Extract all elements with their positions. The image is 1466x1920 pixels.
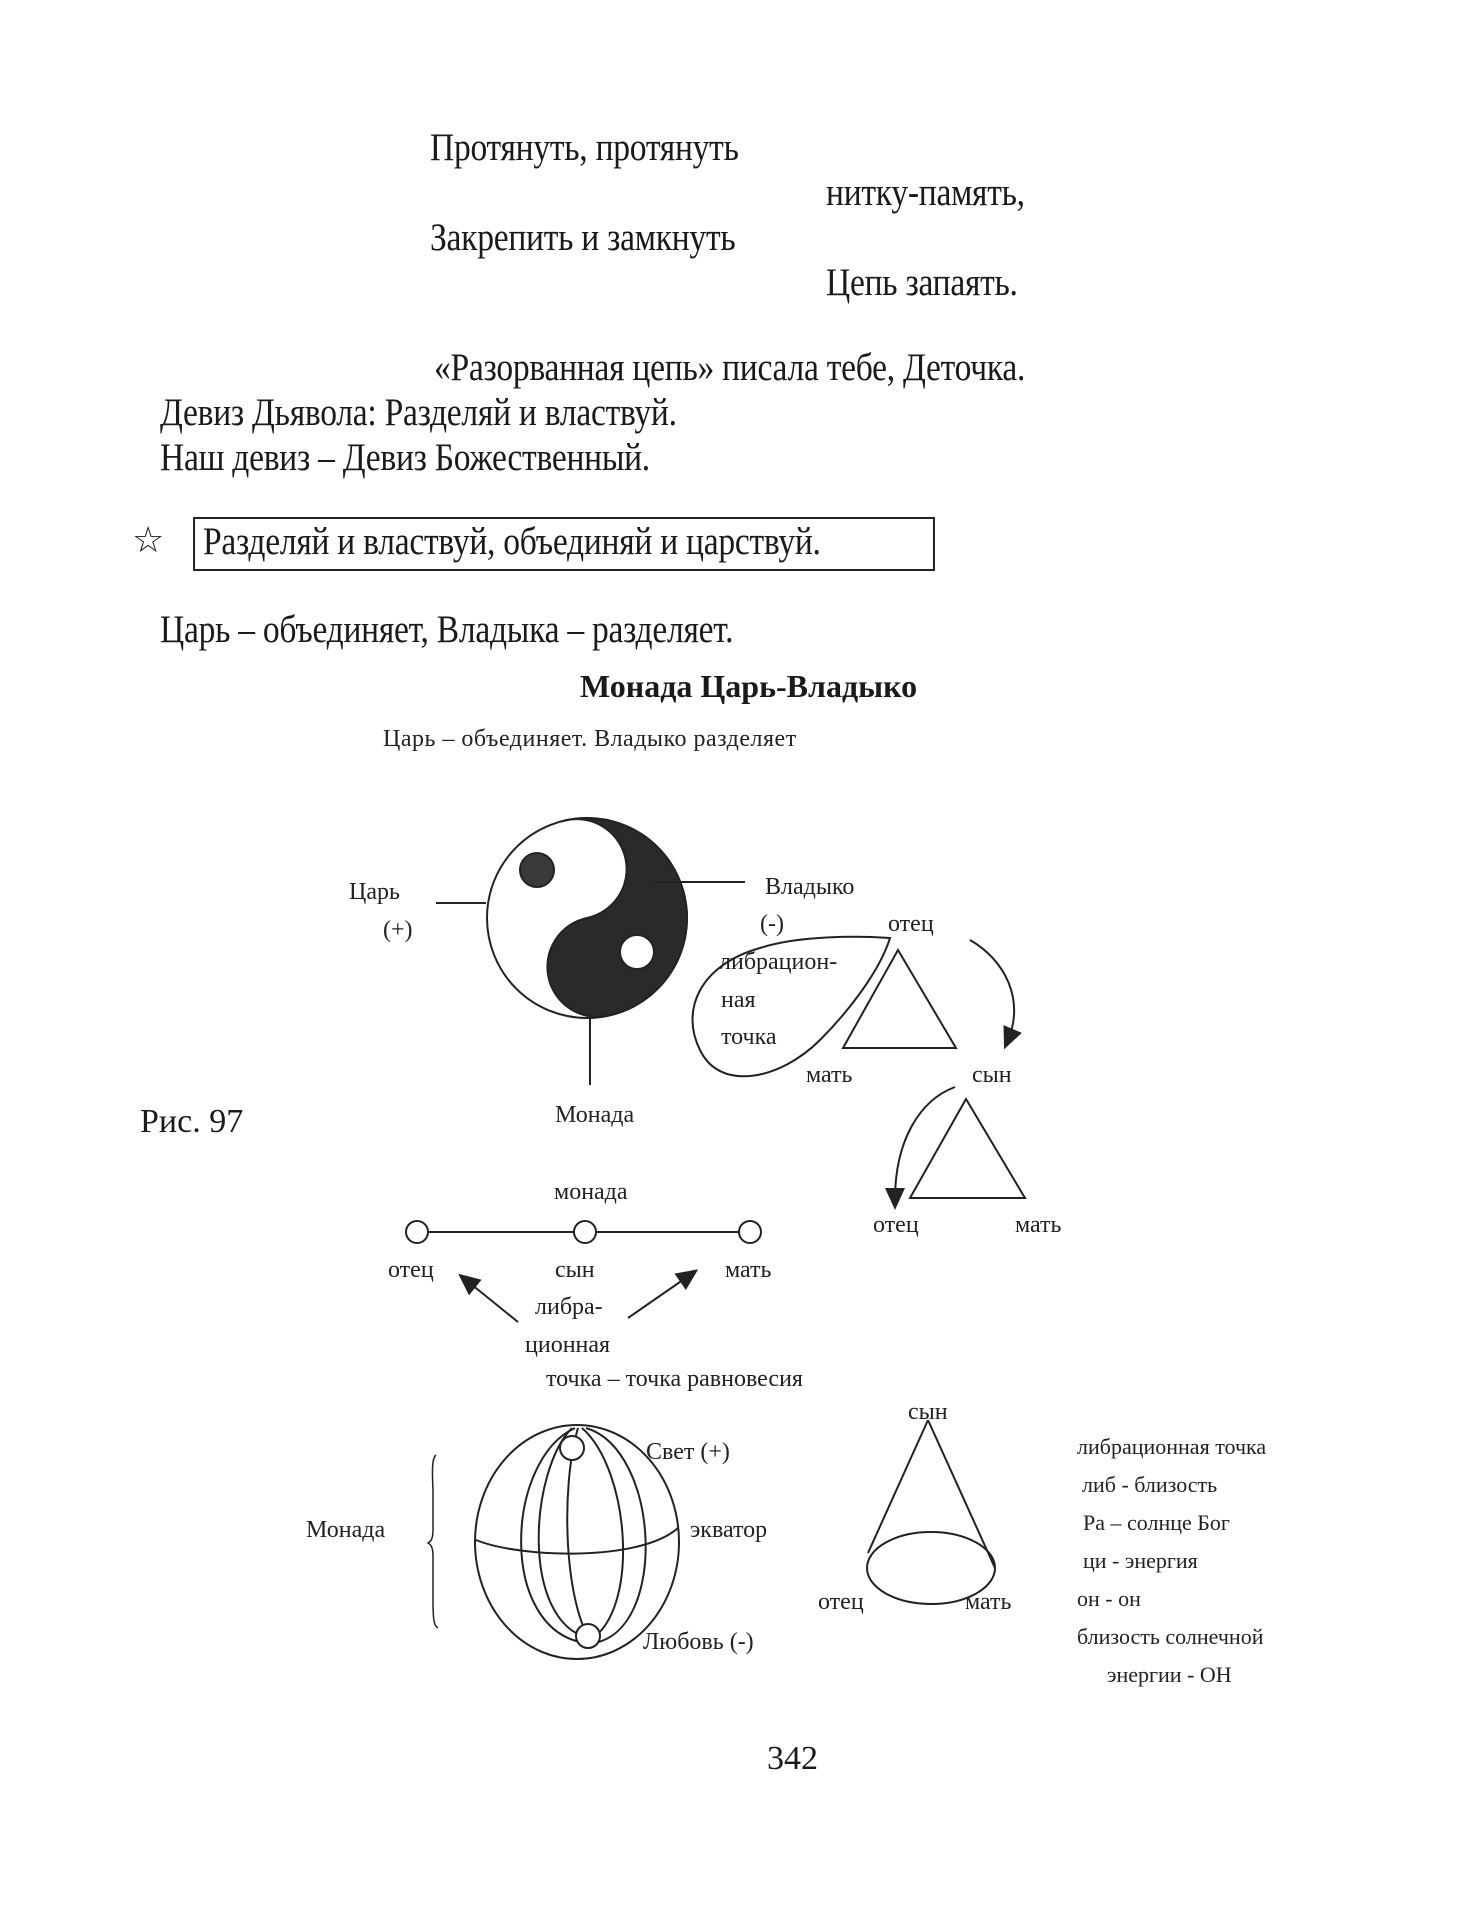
legend-line-2: либ - близость: [1082, 1472, 1218, 1497]
poem-line-4: Цепь запаять.: [826, 261, 1018, 304]
line-libra-3: точка – точка равновесия: [546, 1366, 803, 1392]
figure-caption: Рис. 97: [140, 1103, 244, 1140]
cone-son: сын: [908, 1399, 948, 1425]
figure-subtitle: Царь – объединяет. Владыко разделяет: [383, 726, 797, 752]
sphere-light: Свет (+): [646, 1439, 730, 1465]
star-icon: ☆: [132, 520, 165, 560]
line-son: сын: [555, 1257, 595, 1283]
tri2-mother: мать: [1015, 1212, 1062, 1238]
sphere-monad: Монада: [306, 1517, 386, 1543]
label-tsar: Царь: [349, 879, 400, 905]
legend-line-7: энергии - ОН: [1107, 1662, 1232, 1687]
tri1-loop-text-3: точка: [721, 1024, 777, 1050]
tri1-son: сын: [972, 1062, 1012, 1088]
figure-title: Монада Царь-Владыко: [580, 668, 918, 704]
legend-line-1: либрационная точка: [1077, 1434, 1267, 1459]
triangle-son: [895, 1087, 1025, 1200]
line-libra-2: ционная: [525, 1332, 611, 1358]
tri1-loop-text-2: ная: [721, 987, 756, 1013]
motto-text: Разделяй и властвуй, объединяй и царствуй.: [203, 520, 821, 563]
cone-father: отец: [818, 1589, 864, 1615]
sphere-love: Любовь (-): [643, 1629, 754, 1655]
sphere-equator: экватор: [690, 1517, 768, 1543]
cone-icon: [867, 1420, 995, 1604]
line-father: отец: [388, 1257, 434, 1283]
paragraph-torn-chain: «Разорванная цепь» писала тебе, Деточка.: [434, 346, 1026, 389]
line-monad: монада: [554, 1179, 628, 1205]
sphere-icon: [428, 1425, 679, 1659]
tri1-loop-text-1: либрацион-: [719, 949, 838, 975]
tri1-father: отец: [888, 911, 934, 937]
paragraph-devil-motto: Девиз Дьявола: Разделяй и властвуй.: [160, 391, 677, 434]
legend-line-4: ци - энергия: [1083, 1548, 1198, 1573]
paragraph-our-motto: Наш девиз – Девиз Божественный.: [160, 436, 650, 479]
line-mother: мать: [725, 1257, 772, 1283]
label-monad: Монада: [555, 1102, 635, 1128]
legend-line-5: он - он: [1077, 1586, 1141, 1611]
page-number: 342: [767, 1740, 818, 1777]
label-tsar-sign: (+): [383, 917, 413, 943]
label-vladyko-sign: (-): [760, 911, 784, 937]
tri1-mother: мать: [806, 1062, 853, 1088]
legend-line-3: Ра – солнце Бог: [1083, 1510, 1230, 1535]
label-vladyko: Владыко: [765, 874, 855, 900]
poem-line-2: нитку-память,: [826, 171, 1025, 214]
line-libra-1: либра-: [535, 1294, 603, 1320]
poem-line-3: Закрепить и замкнуть: [430, 216, 736, 259]
poem-line-1: Протянуть, протянуть: [430, 126, 739, 169]
tri2-father: отец: [873, 1212, 919, 1238]
cone-mother: мать: [965, 1589, 1012, 1615]
yin-yang-icon: [436, 799, 745, 1085]
statement-tsar-vladyka: Царь – объединяет, Владыка – разделяет.: [160, 608, 734, 651]
legend-line-6: близость солнечной: [1077, 1624, 1264, 1649]
